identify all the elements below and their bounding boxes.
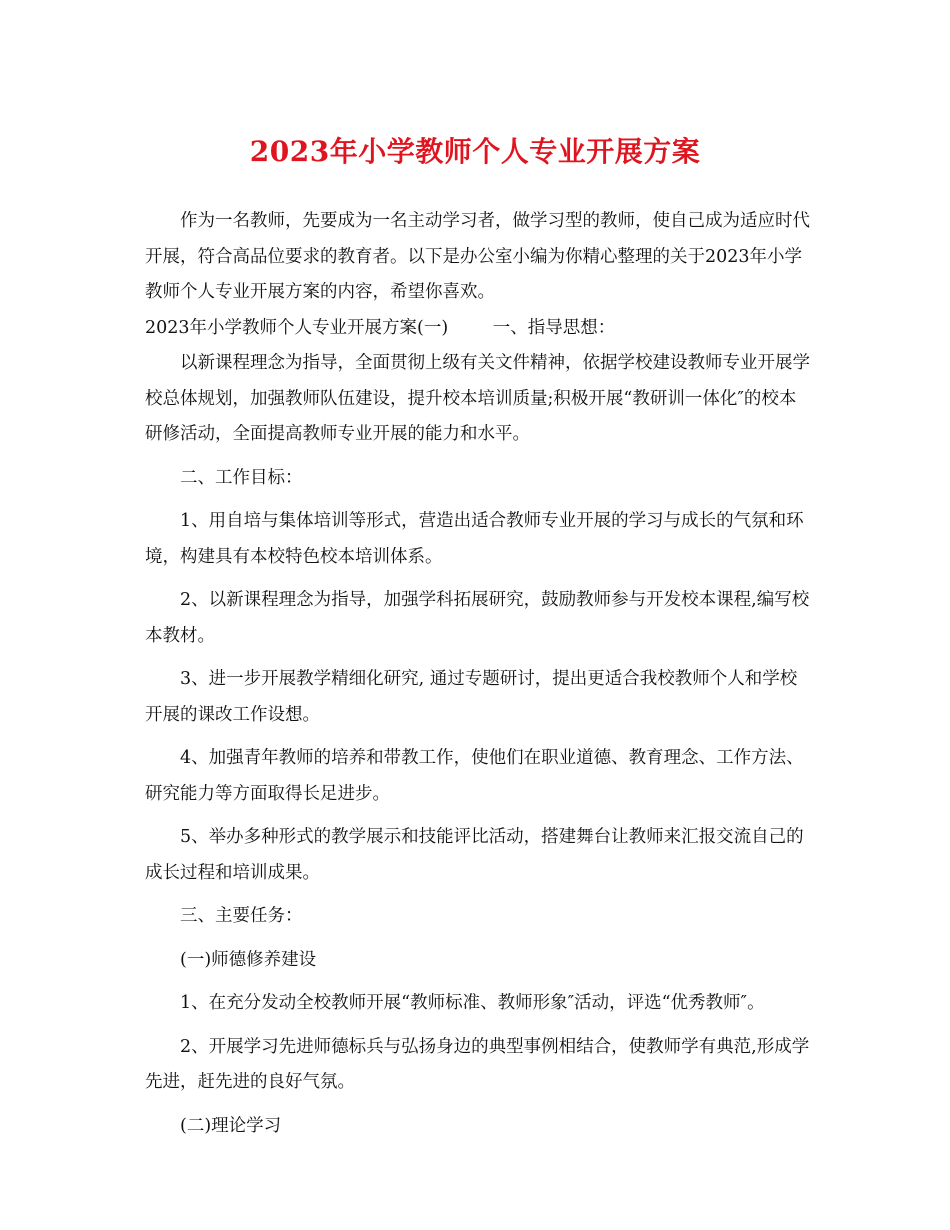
document-body	[145, 204, 810, 1144]
goal-item: 2、以新课程理念为指导，加强学科拓展研究，鼓励教师参与开发校本课程,编写校本教材。	[145, 590, 810, 646]
goal-item: 3、进一步开展教学精细化研究, 通过专题研讨，提出更适合我校教师个人和学校开展的课改工作设想。	[145, 669, 798, 725]
section-heading-line	[145, 311, 810, 347]
task-item: 2、开展学习先进师德标兵与弘扬身边的典型事例相结合，使教师学有典范,形成学先进，赶先进的良好气氛。	[145, 1036, 810, 1092]
subsection-heading: (二)理论学习	[180, 1115, 282, 1136]
goal-item: 1、用自培与集体培训等形式，营造出适合教师专业开展的学习与成长的气氛和环境，构建具有本校特色校本培训体系。	[145, 511, 804, 567]
goal-item: 5、举办多种形式的教学展示和技能评比活动，搭建舞台让教师来汇报交流自己的成长过程和培训成果。	[145, 827, 804, 883]
goals-heading: 二、工作目标：	[180, 467, 303, 488]
guiding-paragraph: 以新课程理念为指导，全面贯彻上级有关文件精神，依据学校建设教师专业开展学校总体规划，加强教师队伍建设，提升校本培训质量;积极开展“教研训一体化″的校本研修活动，全面提高教师专业开展的能力和水平。	[145, 353, 810, 444]
section-heading: 2023年小学教师个人专业开展方案(一)	[145, 317, 449, 338]
subsection-heading: (一)师德修养建设	[180, 949, 317, 970]
intro-paragraph: 作为一名教师，先要成为一名主动学习者，做学习型的教师，使自己成为适应时代开展，符合高品位要求的教育者。以下是办公室小编为你精心整理的关于2023年小学教师个人专业开展方案的内容，希望你喜欢。	[145, 211, 810, 302]
task-item: 1、在充分发动全校教师开展“教师标准、教师形象″活动，评选“优秀教师″。	[180, 993, 765, 1013]
goal-item: 4、加强青年教师的培养和带教工作，使他们在职业道德、教育理念、工作方法、研究能力等方面取得长足进步。	[145, 748, 804, 804]
tasks-heading: 三、主要任务：	[180, 906, 303, 926]
guiding-heading: 一、指导思想：	[492, 317, 616, 338]
document-title: 2023年小学教师个人专业开展方案	[249, 135, 701, 168]
